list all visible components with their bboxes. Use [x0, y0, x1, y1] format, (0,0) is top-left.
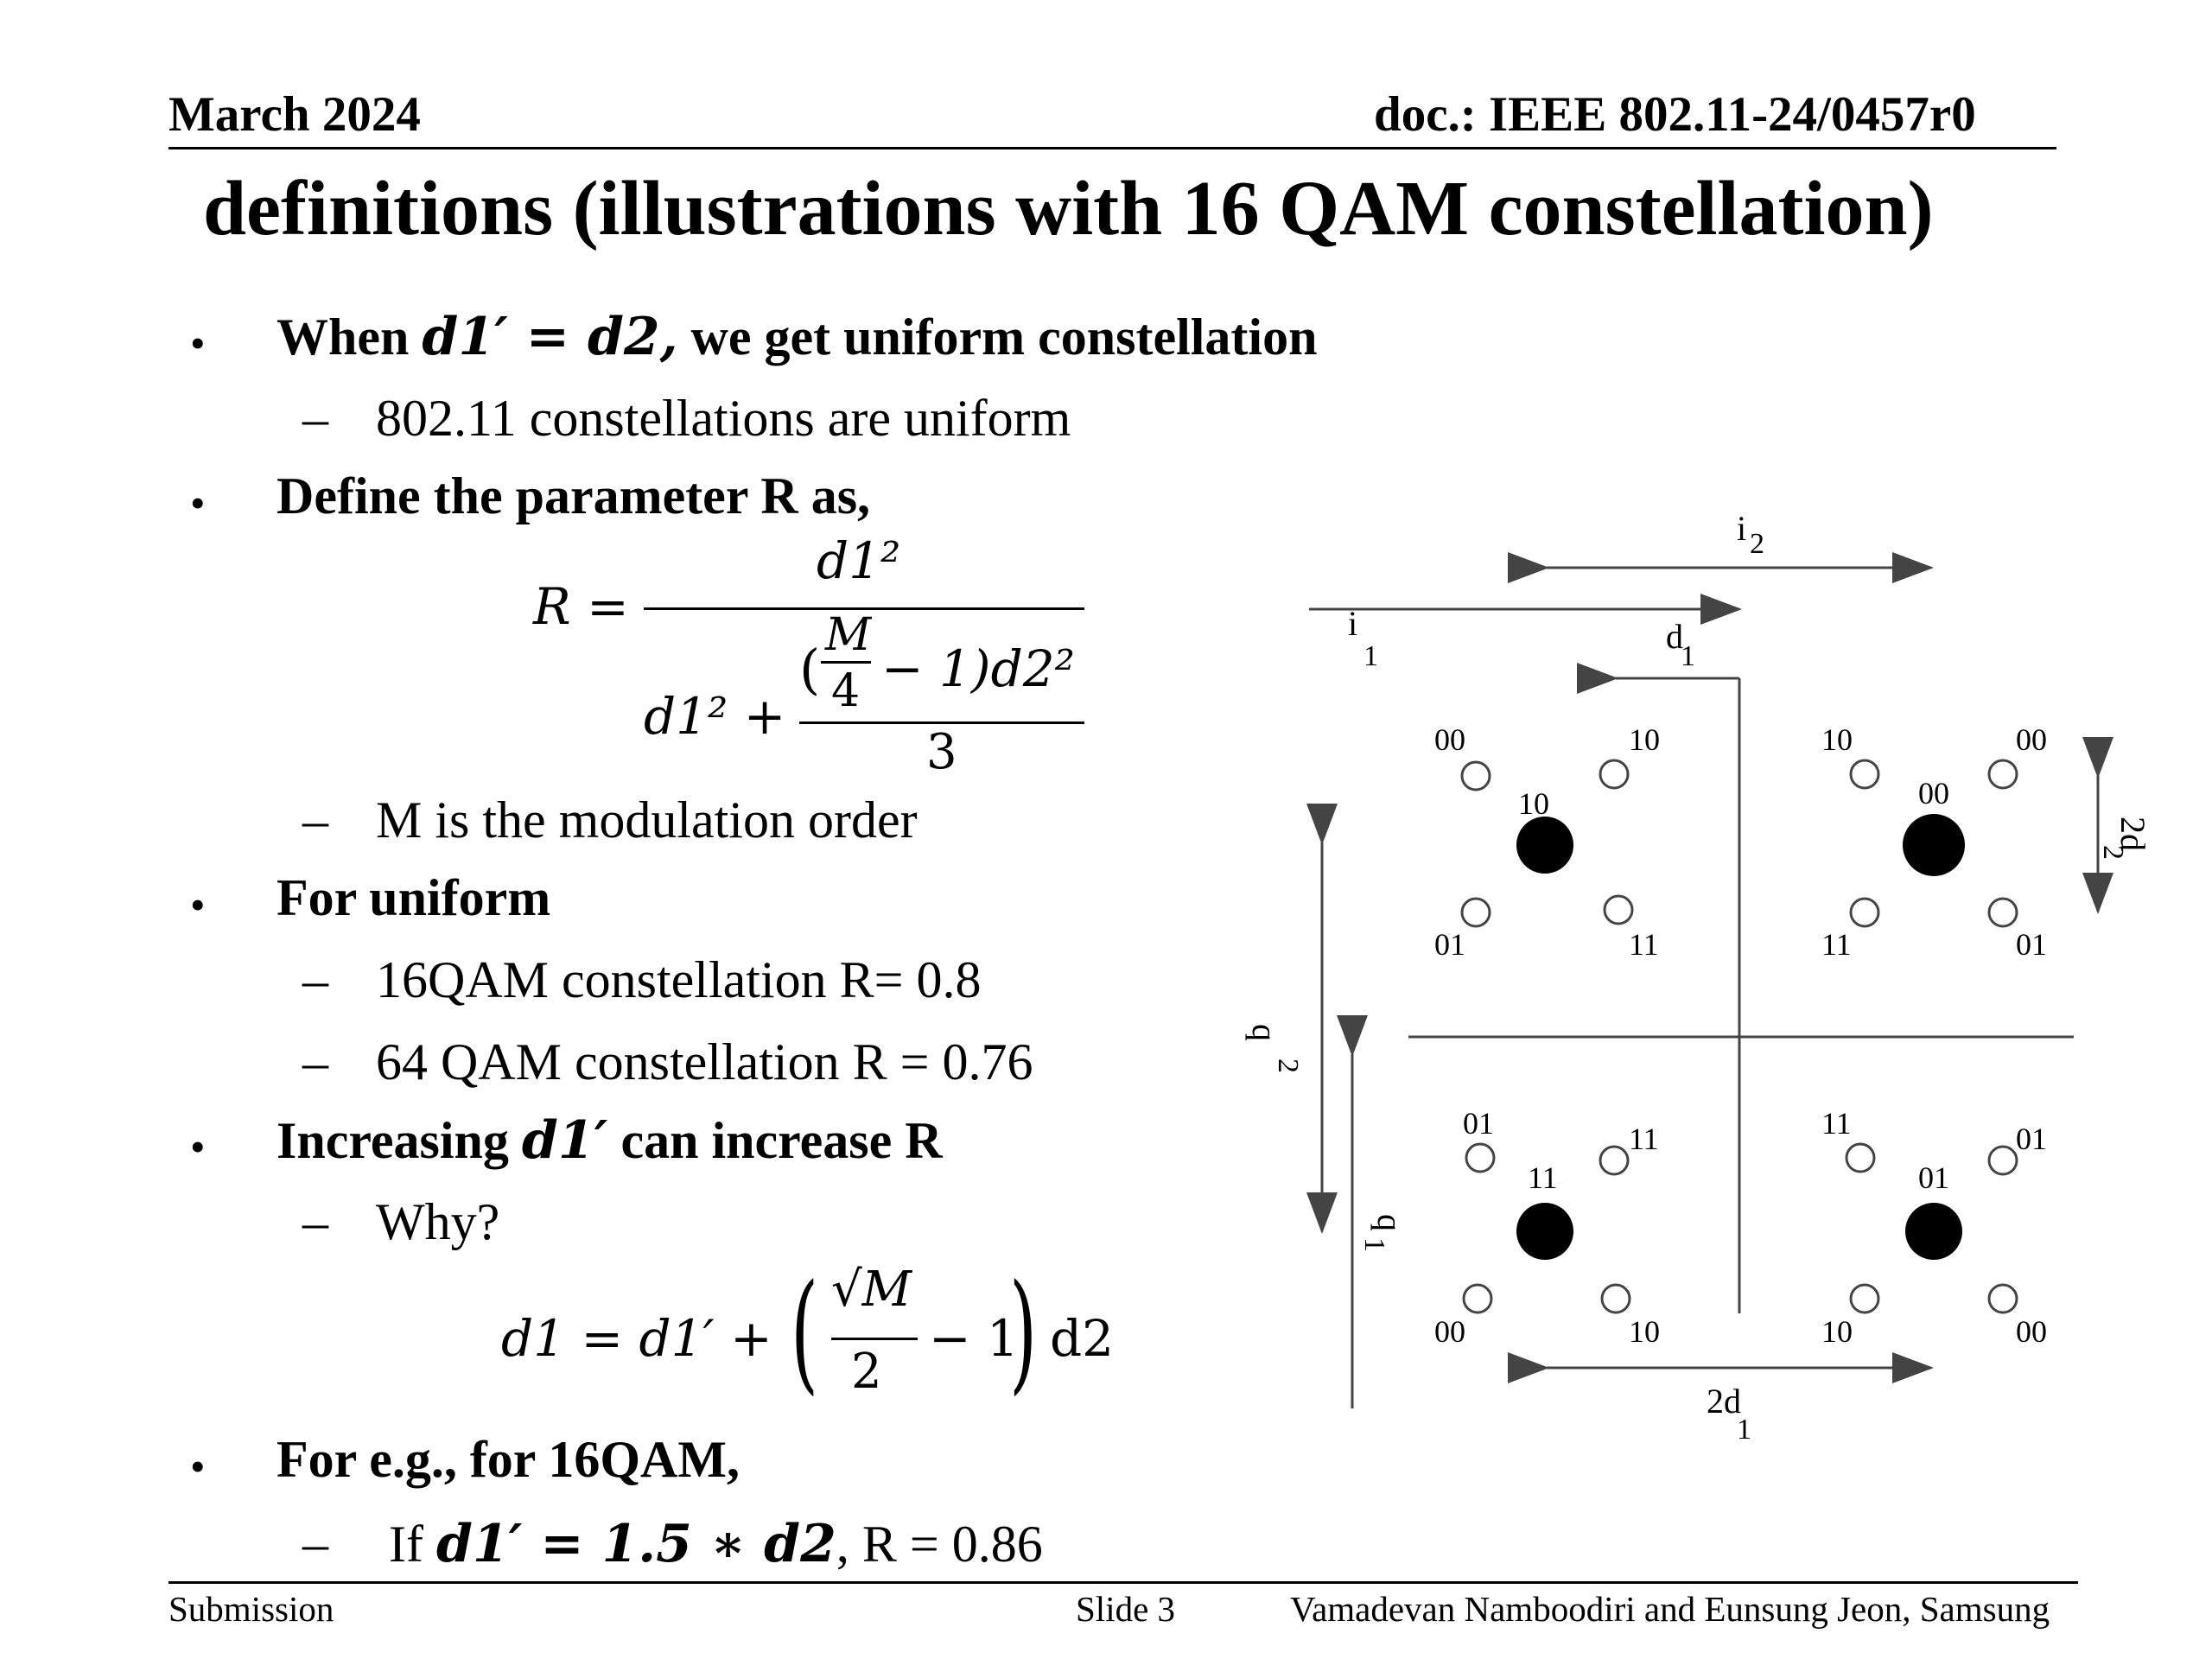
- formula-d1-lhs: d1 = d1′ +: [501, 1309, 772, 1368]
- bullet-text: When: [276, 308, 423, 365]
- 2d1-label: 2d: [1707, 1382, 1741, 1421]
- bit-label: 11: [1629, 1122, 1659, 1156]
- 2d1-label-sub: 1: [1737, 1414, 1751, 1446]
- bullet-dot: •: [190, 479, 206, 527]
- filled-point: [1516, 817, 1573, 874]
- bullet-dot: •: [190, 319, 206, 367]
- bit-label: 00: [1434, 722, 1465, 757]
- footer-rule: [168, 1581, 2078, 1584]
- bullet-text: If: [389, 1516, 436, 1573]
- bullet-for-uniform: For uniform: [276, 869, 551, 926]
- bit-label: 11: [1528, 1160, 1558, 1195]
- formula-r-lhs: R =: [533, 577, 629, 636]
- filled-point: [1905, 1203, 1962, 1260]
- sub-bullet: M is the modulation order: [376, 791, 918, 849]
- bit-label: 10: [1821, 1314, 1853, 1349]
- bit-label: 11: [1821, 927, 1852, 962]
- bit-label: 11: [1821, 1106, 1852, 1141]
- sub-bullet: 64 QAM constellation R = 0.76: [376, 1033, 1033, 1090]
- formula-r-den: d1² +: [644, 687, 786, 746]
- bullet-math: d1′: [521, 1110, 608, 1171]
- dash: –: [302, 1033, 328, 1090]
- footer-authors: Vamadevan Namboodiri and Eunsung Jeon, Samsung: [1290, 1589, 2050, 1629]
- q1-label: q: [1370, 1214, 1409, 1231]
- bit-label: 01: [1463, 1106, 1494, 1141]
- footer-slide-number: Slide 3: [1076, 1589, 1176, 1629]
- formula-big-paren-left: (: [791, 1257, 819, 1408]
- i2-label: i: [1737, 509, 1747, 548]
- bit-label: 01: [1434, 927, 1465, 962]
- q2-label: q: [1245, 1024, 1284, 1041]
- 2d2-label-sub: 2: [2097, 845, 2129, 860]
- header-date: March 2024: [168, 87, 421, 142]
- sub-bullet: Why?: [376, 1193, 500, 1250]
- formula-inner-rest: − 1)d2²: [881, 639, 1075, 698]
- bullet-text: we get uniform constellation: [690, 308, 1318, 365]
- header-doc-id: doc.: IEEE 802.11-24/0457r0: [1374, 87, 1976, 142]
- bullet-dot: •: [190, 1442, 206, 1491]
- bullet-dot: •: [190, 1122, 206, 1171]
- bit-label: 10: [1629, 1314, 1660, 1349]
- sub-bullet: 16QAM constellation R= 0.8: [376, 951, 982, 1008]
- formula-r-num: d1²: [817, 531, 901, 590]
- formula-d2: d2: [1050, 1309, 1115, 1368]
- d1-prime-label: d: [1666, 617, 1683, 656]
- i1-label-sub: 1: [1363, 640, 1378, 672]
- d1-prime-label-sub: 1: [1681, 640, 1695, 672]
- bullet-define-r: Define the parameter R as,: [276, 467, 871, 524]
- footer-submission: Submission: [168, 1589, 334, 1629]
- formula-4: 4: [831, 665, 861, 717]
- q1-label-sub: 1: [1358, 1237, 1390, 1252]
- formula-sqrt-m: √M: [831, 1262, 912, 1318]
- bullet-dot: •: [190, 880, 206, 929]
- dash: –: [302, 791, 328, 849]
- bit-label: 11: [1629, 927, 1659, 962]
- bullet-math: d1′ = d2,: [422, 307, 678, 367]
- bullet-text: , R = 0.86: [836, 1516, 1043, 1573]
- bit-label: 01: [2016, 927, 2047, 962]
- i1-label: i: [1348, 604, 1358, 643]
- bit-label: 01: [2016, 1122, 2047, 1156]
- bit-label: 00: [2016, 722, 2047, 757]
- formula-minus1: − 1: [929, 1309, 1019, 1368]
- bit-label: 10: [1518, 786, 1549, 821]
- bit-label: 10: [1821, 722, 1853, 757]
- formula-m: M: [825, 609, 872, 661]
- bullet-text: can increase R: [620, 1112, 943, 1169]
- filled-point: [1903, 814, 1965, 876]
- filled-point: [1516, 1203, 1573, 1260]
- dash: –: [302, 390, 328, 447]
- slide-title: definitions (illustrations with 16 QAM constellation): [203, 166, 1934, 251]
- bit-label: 10: [1629, 722, 1660, 757]
- bit-label: 00: [1918, 776, 1949, 810]
- 2d2-label: 2d: [2113, 817, 2152, 851]
- q2-label-sub: 2: [1272, 1058, 1304, 1073]
- dash: –: [302, 1515, 328, 1572]
- formula-paren: (: [799, 638, 821, 701]
- dash: –: [302, 951, 328, 1008]
- bit-label: 01: [1918, 1160, 1949, 1195]
- formula-two: 2: [851, 1344, 882, 1400]
- i2-label-sub: 2: [1750, 528, 1764, 560]
- bullet-for-eg: For e.g., for 16QAM,: [276, 1431, 740, 1488]
- formula-3: 3: [926, 724, 957, 780]
- bit-label: 00: [2016, 1314, 2047, 1349]
- sub-bullet: 802.11 constellations are uniform: [376, 390, 1071, 447]
- bullet-text: Increasing: [276, 1112, 522, 1169]
- dash: –: [302, 1193, 328, 1250]
- formula-big-paren-right: ): [1009, 1257, 1038, 1408]
- bullet-math: d1′ = 1.5 ∗ d2: [435, 1514, 836, 1574]
- bit-label: 00: [1434, 1314, 1465, 1349]
